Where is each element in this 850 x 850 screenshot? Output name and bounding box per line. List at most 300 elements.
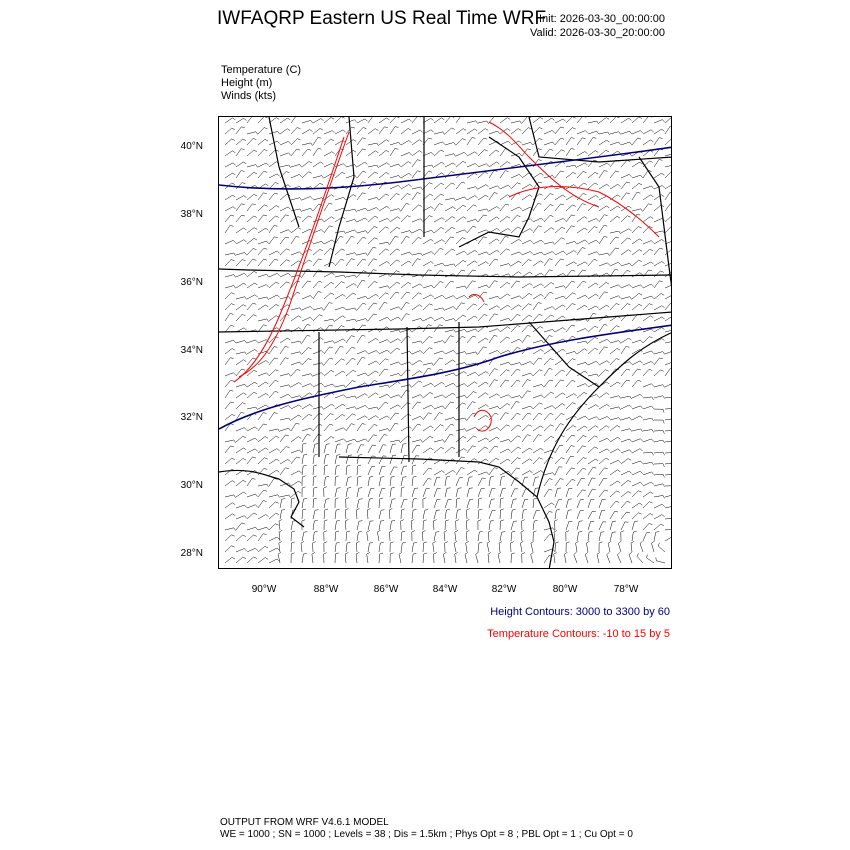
- wind-barb: [247, 150, 257, 156]
- wind-barb: [500, 370, 510, 376]
- wind-barb: [643, 337, 653, 343]
- wind-barb: [280, 499, 285, 508]
- wind-barb: [445, 198, 456, 201]
- wind-barb: [258, 305, 268, 310]
- wind-barb: [522, 229, 533, 233]
- wind-barb: [423, 468, 432, 475]
- wind-barb: [500, 459, 510, 464]
- wind-barb: [588, 374, 599, 377]
- wind-barb: [610, 206, 620, 211]
- wind-barb: [379, 521, 384, 531]
- model-settings: WE = 1000 ; SN = 1000 ; Levels = 38 ; Dis = 1.5km ; Phys Opt = 8 ; PBL Opt = 1 ; Cu Opt = 0: [220, 829, 633, 840]
- wind-barb: [643, 492, 653, 497]
- wind-barb: [555, 150, 565, 156]
- wind-barb: [412, 456, 419, 464]
- wind-barb: [423, 165, 434, 168]
- wind-barb: [291, 450, 302, 453]
- wind-barb: [357, 325, 366, 332]
- wind-barb: [610, 326, 620, 332]
- wind-barb: [511, 468, 520, 475]
- wind-barb: [335, 339, 346, 343]
- wind-barb: [643, 217, 653, 222]
- wind-barb: [654, 129, 664, 134]
- wind-barb: [379, 249, 389, 255]
- wind-barb: [544, 413, 553, 420]
- wind-barb: [511, 261, 521, 266]
- wind-barb: [280, 468, 289, 475]
- wind-barb: [379, 303, 387, 311]
- wind-barb: [478, 121, 489, 124]
- wind-barb: [390, 176, 401, 179]
- wind-barb: [544, 392, 554, 398]
- wind-barb: [588, 172, 598, 178]
- wind-barb: [291, 437, 301, 442]
- wind-barb: [291, 553, 295, 563]
- wind-barb: [368, 294, 379, 299]
- wind-barb: [621, 439, 632, 442]
- wind-barb: [621, 347, 629, 355]
- wind-barb: [434, 150, 444, 156]
- wind-barb: [555, 370, 565, 376]
- wind-barb: [412, 476, 417, 486]
- wind-barb: [499, 542, 502, 553]
- wind-barb: [357, 351, 368, 354]
- wind-barb: [302, 296, 313, 300]
- wind-barb: [357, 119, 368, 123]
- wind-barb: [280, 215, 289, 222]
- wind-barb: [236, 516, 247, 519]
- wind-barb: [577, 281, 586, 288]
- wind-barb: [555, 328, 566, 332]
- wind-barb: [434, 142, 445, 145]
- wind-barb: [489, 131, 500, 134]
- wind-barb: [247, 259, 256, 266]
- wind-barb: [466, 541, 469, 552]
- wind-barb: [555, 467, 562, 475]
- wind-barb: [258, 163, 269, 167]
- wind-barb: [665, 303, 672, 310]
- wind-barb: [544, 149, 553, 156]
- wind-barb: [467, 402, 476, 409]
- wind-barb: [610, 470, 620, 475]
- wind-barb: [665, 316, 672, 321]
- wind-barb: [665, 127, 672, 135]
- wind-barb: [478, 195, 488, 200]
- wind-barb: [269, 559, 280, 563]
- wind-barb: [390, 282, 400, 288]
- wind-barb: [544, 205, 554, 212]
- wind-barb: [433, 520, 436, 530]
- wind-barb: [225, 402, 234, 409]
- wind-barb: [599, 542, 602, 552]
- wind-barb: [346, 542, 351, 552]
- wind-barb: [236, 240, 247, 244]
- wind-barb: [522, 128, 532, 134]
- wind-barb: [423, 498, 426, 508]
- wind-barb: [566, 446, 575, 453]
- wind-barb: [511, 425, 521, 431]
- wind-barb: [511, 521, 517, 530]
- wind-barb: [390, 348, 400, 354]
- wind-barb: [610, 501, 619, 508]
- wind-barb: [511, 380, 520, 387]
- wind-barb: [236, 127, 245, 134]
- wind-barb: [489, 427, 500, 431]
- wind-barb: [269, 358, 278, 365]
- wind-barb: [599, 184, 609, 189]
- wind-barb: [632, 521, 638, 530]
- wind-barb: [301, 541, 304, 552]
- wind-barb: [522, 459, 532, 464]
- wind-barb: [236, 196, 247, 200]
- wind-barb: [247, 165, 258, 168]
- wind-barb: [434, 471, 445, 475]
- wind-barb: [247, 457, 256, 464]
- wind-barb: [423, 230, 434, 233]
- wind-barb: [258, 458, 268, 464]
- wind-barb: [346, 150, 356, 156]
- wind-barb: [313, 338, 323, 343]
- wind-barb: [665, 184, 672, 189]
- wind-barb: [500, 476, 505, 486]
- wind-barb: [324, 404, 334, 409]
- wind-barb: [643, 482, 654, 486]
- wind-barb: [412, 402, 421, 409]
- wind-barb: [654, 195, 664, 200]
- wind-barb: [544, 307, 555, 310]
- wind-barb: [500, 488, 506, 497]
- wind-barb: [335, 444, 341, 453]
- temperature-contours-legend: Temperature Contours: -10 to 15 by 5: [487, 628, 670, 640]
- wind-barb: [225, 173, 235, 178]
- wind-barb: [577, 349, 587, 354]
- wind-barb: [632, 117, 642, 123]
- wind-barb: [390, 249, 400, 255]
- wind-barb: [632, 416, 643, 420]
- wind-barb: [533, 226, 542, 233]
- wind-barb: [368, 416, 379, 420]
- wind-barb: [500, 404, 510, 410]
- wind-barb: [379, 553, 383, 563]
- wind-barb: [478, 172, 488, 178]
- wind-barb: [654, 248, 663, 255]
- wind-barb: [258, 215, 267, 222]
- wind-barb: [533, 498, 537, 508]
- wind-barb: [467, 164, 478, 168]
- wind-barb: [478, 393, 488, 398]
- wind-barb: [412, 205, 422, 211]
- wind-barb: [346, 407, 357, 410]
- wind-barb: [467, 372, 478, 376]
- wind-barb: [236, 535, 246, 541]
- wind-barb: [412, 117, 421, 123]
- wind-barb: [599, 206, 609, 211]
- wind-barb: [390, 374, 401, 377]
- wind-barb: [313, 128, 323, 134]
- wind-barb: [555, 259, 564, 266]
- wind-barb: [247, 392, 257, 398]
- wind-barb: [225, 414, 235, 420]
- wind-barb: [588, 467, 596, 475]
- wind-barb: [335, 140, 346, 145]
- wind-barb: [368, 226, 377, 233]
- wind-barb: [511, 252, 522, 255]
- wind-barb: [656, 557, 665, 563]
- wind-barb: [357, 465, 361, 475]
- wind-barb: [445, 227, 455, 233]
- wind-barb: [236, 360, 246, 365]
- wind-barb: [335, 359, 345, 365]
- wind-barb: [643, 462, 654, 465]
- variable-temperature: Temperature (C): [221, 64, 302, 76]
- wind-barb: [434, 440, 445, 443]
- wind-barb: [456, 372, 467, 377]
- wind-barb: [654, 120, 665, 123]
- wind-barb: [225, 286, 236, 289]
- wind-barb: [412, 416, 423, 420]
- wind-barb: [302, 161, 312, 167]
- wind-barb: [599, 370, 609, 376]
- wind-barb: [522, 336, 530, 344]
- wind-barb: [588, 361, 599, 365]
- wind-barb: [434, 295, 445, 299]
- wind-barb: [643, 430, 654, 433]
- wind-barb: [610, 460, 621, 464]
- wind-barb: [632, 471, 643, 475]
- wind-barb: [401, 282, 411, 288]
- wind-barb: [599, 468, 608, 475]
- wind-barb: [445, 330, 456, 333]
- wind-barb: [632, 482, 643, 486]
- wind-barb: [313, 454, 318, 464]
- wind-barb: [445, 264, 456, 267]
- wind-barb: [291, 405, 302, 409]
- wind-barb: [445, 393, 455, 398]
- wind-barb: [291, 198, 302, 201]
- wind-barb: [368, 371, 378, 376]
- wind-barb: [247, 494, 258, 497]
- wind-barb: [522, 293, 532, 299]
- wind-barb: [247, 479, 255, 487]
- wind-barb: [236, 118, 247, 123]
- wind-barb: [500, 305, 510, 310]
- wind-barb: [225, 440, 236, 443]
- wind-barb: [324, 117, 334, 123]
- wind-barb: [544, 359, 554, 366]
- wind-barb: [456, 139, 466, 145]
- wind-barb: [423, 152, 434, 156]
- wind-barb: [665, 486, 672, 489]
- wind-barb: [401, 444, 406, 453]
- wind-barb: [412, 371, 422, 376]
- wind-barb: [522, 304, 532, 310]
- wind-barb: [566, 380, 575, 387]
- wind-barb: [401, 173, 412, 178]
- wind-barb: [247, 271, 257, 277]
- wind-barb: [632, 394, 643, 398]
- wind-barb: [588, 499, 594, 508]
- wind-barb: [489, 162, 499, 167]
- wind-barb: [335, 488, 341, 497]
- wind-barb: [500, 395, 511, 398]
- wind-barb: [544, 489, 552, 497]
- wind-barb: [247, 228, 257, 233]
- wind-barb: [533, 395, 544, 398]
- wind-barb: [500, 249, 510, 255]
- wind-barb: [522, 553, 525, 563]
- wind-barb: [247, 527, 258, 530]
- wind-barb: [599, 253, 610, 256]
- wind-barb: [665, 154, 672, 157]
- wind-barb: [555, 227, 565, 233]
- wind-barb: [280, 428, 291, 431]
- wind-barb: [434, 218, 445, 222]
- wind-barb: [610, 396, 621, 399]
- wind-barb: [236, 204, 245, 211]
- wind-barb: [566, 468, 575, 475]
- wind-barb: [455, 530, 458, 541]
- wind-barb: [599, 118, 609, 123]
- wind-barb: [500, 217, 510, 223]
- wind-barb: [500, 118, 510, 123]
- wind-barb: [511, 413, 520, 420]
- wind-barb: [478, 185, 489, 189]
- wind-barb: [357, 138, 366, 145]
- wind-barb: [554, 530, 557, 541]
- wind-barb: [412, 160, 421, 167]
- wind-barb: [654, 440, 665, 443]
- wind-barb: [269, 470, 279, 475]
- wind-barb: [577, 295, 588, 299]
- wind-barb: [313, 308, 324, 311]
- wind-barb: [258, 546, 268, 552]
- wind-barb: [247, 557, 257, 563]
- wind-barb: [665, 362, 672, 365]
- wind-barb: [412, 351, 423, 355]
- wind-barb: [665, 409, 672, 412]
- lon-label-86w: 86°W: [373, 584, 399, 595]
- wind-barb: [247, 117, 256, 123]
- wind-barb: [236, 171, 245, 178]
- wind-barb: [346, 209, 357, 212]
- wind-barb: [280, 129, 290, 134]
- wind-barb: [280, 394, 291, 398]
- wind-barb: [643, 514, 653, 520]
- wind-barb: [423, 392, 433, 398]
- wind-barb: [247, 535, 257, 541]
- wind-barb: [665, 495, 672, 498]
- wind-barb: [236, 305, 246, 310]
- wind-barb: [368, 351, 379, 355]
- wind-barb: [390, 476, 395, 486]
- wind-barb: [236, 253, 247, 256]
- wind-barb: [445, 373, 456, 376]
- wind-barb: [445, 207, 456, 211]
- wind-barb: [258, 139, 268, 145]
- wind-barb: [522, 425, 532, 431]
- wind-barb: [269, 273, 280, 277]
- wind-barb: [324, 293, 334, 299]
- wind-barb: [544, 436, 554, 442]
- wind-barb: [302, 509, 306, 519]
- wind-barb: [654, 239, 665, 244]
- wind-barb: [467, 281, 476, 288]
- wind-barb: [445, 417, 456, 420]
- wind-barb: [247, 513, 257, 519]
- wind-barb: [632, 138, 641, 145]
- wind-barb: [632, 361, 643, 365]
- wind-barb: [500, 195, 510, 200]
- wind-barb: [588, 447, 598, 453]
- wind-barb: [247, 248, 256, 255]
- wind-barb: [456, 329, 467, 332]
- wind-barb: [412, 318, 423, 321]
- wind-barb: [335, 197, 346, 200]
- wind-barb: [467, 226, 476, 233]
- wind-barb: [621, 160, 630, 167]
- wind-barb: [555, 445, 563, 453]
- wind-barb: [522, 315, 532, 321]
- wind-barb: [577, 171, 586, 178]
- wind-barb: [302, 172, 312, 178]
- wind-barb: [665, 506, 672, 509]
- wind-barb: [291, 128, 300, 135]
- wind-barb: [445, 476, 450, 486]
- wind-barb: [522, 362, 533, 366]
- wind-barb: [621, 522, 628, 530]
- wind-barb: [324, 131, 335, 134]
- wind-barb: [489, 296, 500, 299]
- wind-barb: [533, 471, 544, 475]
- wind-barb: [522, 195, 532, 200]
- wind-barb: [588, 195, 599, 200]
- wind-barb: [313, 476, 317, 486]
- wind-barb: [610, 449, 621, 453]
- wind-barb: [401, 436, 411, 442]
- wind-barb: [236, 139, 246, 145]
- wind-barb: [654, 396, 665, 399]
- wind-barb: [500, 520, 504, 530]
- wind-barb: [621, 285, 632, 288]
- wind-barb: [368, 435, 377, 442]
- wind-barb: [588, 478, 596, 486]
- wind-barb: [236, 260, 246, 267]
- wind-barb: [489, 511, 496, 520]
- wind-barb: [247, 427, 258, 431]
- wind-barb: [544, 329, 555, 332]
- wind-barb: [478, 285, 489, 288]
- wind-barb: [478, 129, 488, 134]
- wind-barb: [511, 227, 521, 233]
- wind-barb: [637, 553, 643, 563]
- wind-barbs: [225, 117, 672, 563]
- wind-barb: [621, 182, 630, 189]
- wind-barb: [335, 428, 346, 431]
- wind-barb: [489, 499, 495, 508]
- wind-barb: [434, 194, 444, 200]
- wind-barb: [456, 336, 465, 343]
- wind-barb: [588, 459, 598, 464]
- wind-barb: [258, 248, 267, 255]
- wind-barb: [488, 531, 491, 542]
- wind-barb: [390, 194, 400, 201]
- wind-barb: [555, 286, 566, 289]
- wind-barb: [346, 175, 357, 178]
- wind-barb: [313, 510, 319, 519]
- wind-barb: [522, 142, 533, 145]
- wind-barb: [412, 130, 423, 134]
- wind-barb: [389, 509, 392, 520]
